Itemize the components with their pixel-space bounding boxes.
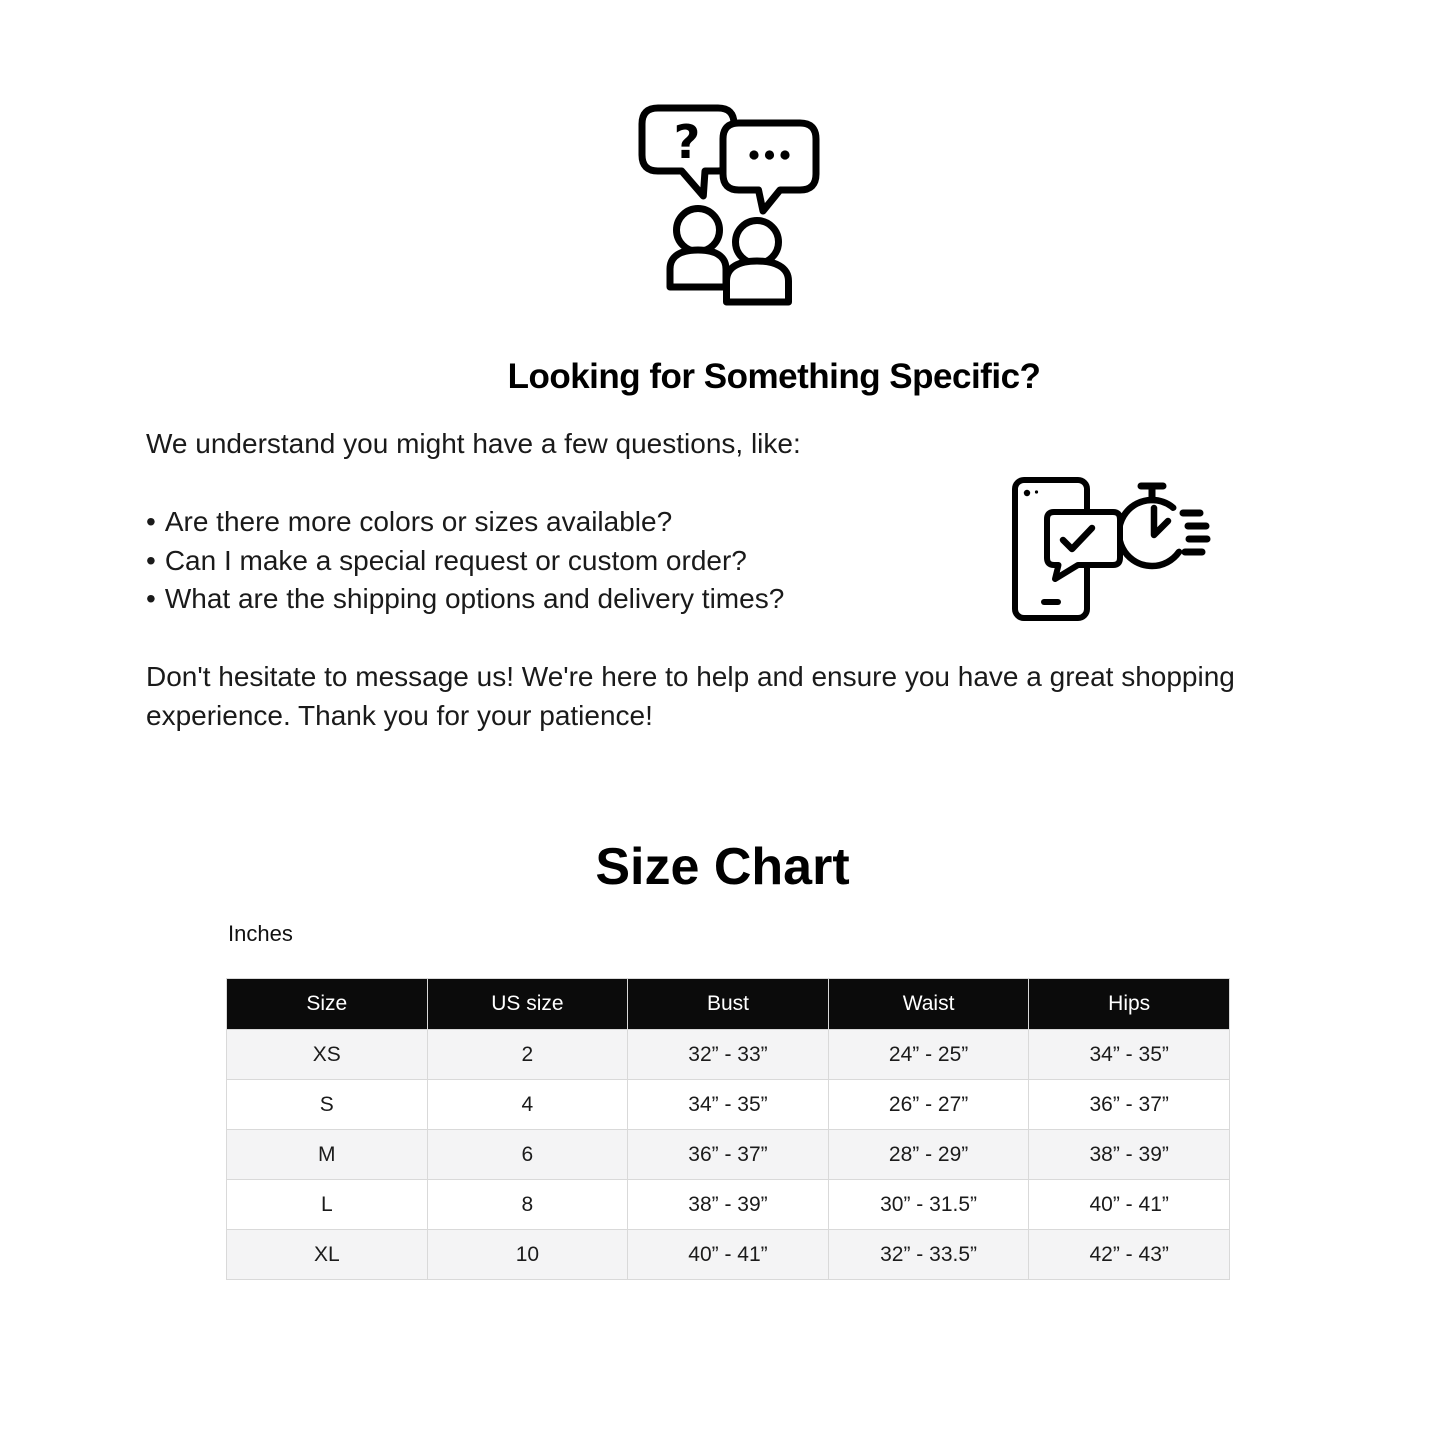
phone-home-bar: [1041, 599, 1061, 605]
cell: 42” - 43”: [1029, 1230, 1230, 1280]
speed-lines: [1183, 513, 1207, 552]
cell: 6: [427, 1130, 628, 1180]
cell: S: [227, 1080, 428, 1130]
outro-text: [146, 658, 1235, 735]
cell: 36” - 37”: [628, 1130, 829, 1180]
bullet-marker: •: [146, 544, 156, 576]
person-right: [727, 221, 789, 303]
table-row-xl: [227, 1230, 1230, 1280]
unit-label: Inches: [228, 921, 293, 946]
header-cell-us-size: US size: [427, 979, 628, 1030]
cell: 40” - 41”: [628, 1230, 829, 1280]
ellipsis-dots: [749, 150, 789, 159]
cell: 28” - 29”: [828, 1130, 1029, 1180]
cell: 4: [427, 1080, 628, 1130]
cell: 36” - 37”: [1029, 1080, 1230, 1130]
cell: 34” - 35”: [1029, 1030, 1230, 1080]
header-cell-waist: Waist: [828, 979, 1029, 1030]
list-item-text: Are there more colors or sizes available?: [164, 506, 673, 537]
header-cell-hips: Hips: [1029, 979, 1230, 1030]
cell: 40” - 41”: [1029, 1180, 1230, 1230]
people-chat-icon: [620, 95, 840, 320]
table-row-s: [227, 1080, 1230, 1130]
header-cell-size: Size: [227, 979, 428, 1030]
cell: 32” - 33.5”: [828, 1230, 1029, 1280]
stopwatch-icon: [1119, 486, 1207, 566]
cell: 30” - 31.5”: [828, 1180, 1029, 1230]
dots-bubble: [723, 123, 816, 211]
cell: 32” - 33”: [628, 1030, 829, 1080]
cell: 26” - 27”: [828, 1080, 1029, 1130]
size-chart-table: [226, 978, 1230, 1280]
intro-text: We understand you might have a few questions, like:: [146, 428, 801, 459]
cell: 38” - 39”: [628, 1180, 829, 1230]
bullet-marker: •: [146, 506, 156, 537]
cell: 8: [427, 1180, 628, 1230]
cell: 34” - 35”: [628, 1080, 829, 1130]
table-row-l: [227, 1180, 1230, 1230]
phone-camera-dot: [1024, 490, 1030, 496]
list-item-text: Can I make a special request or custom order?: [164, 544, 747, 576]
stopwatch-hands: [1154, 508, 1168, 535]
list-item: [146, 542, 784, 581]
table-row-m: [227, 1130, 1230, 1180]
cell: L: [227, 1180, 428, 1230]
person-left: [670, 209, 726, 288]
cell: XS: [227, 1030, 428, 1080]
cell: 10: [427, 1230, 628, 1280]
list-item: [146, 503, 784, 542]
page-title: Looking for Something Specific?: [507, 357, 1041, 396]
table-header-row: [227, 979, 1230, 1030]
cell: XL: [227, 1230, 428, 1280]
cell: 24” - 25”: [828, 1030, 1029, 1080]
list-item-text: What are the shipping options and delivery times?: [164, 583, 785, 615]
cell: 38” - 39”: [1029, 1130, 1230, 1180]
cell: 2: [427, 1030, 628, 1080]
size-chart-title: Size Chart: [595, 838, 850, 896]
phone-message-stopwatch-icon: [1008, 472, 1218, 622]
outro-line: experience. Thank you for your patience!: [146, 699, 653, 731]
bullet-marker: •: [146, 583, 156, 615]
table-row-xs: [227, 1030, 1230, 1080]
header-cell-bust: Bust: [628, 979, 829, 1030]
question-mark-glyph: ?: [673, 115, 701, 169]
list-item: [146, 580, 784, 619]
outro-line: Don't hesitate to message us! We're here to help and ensure you have a great shopping: [146, 661, 1235, 692]
questions-list: [146, 503, 784, 619]
cell: M: [227, 1130, 428, 1180]
